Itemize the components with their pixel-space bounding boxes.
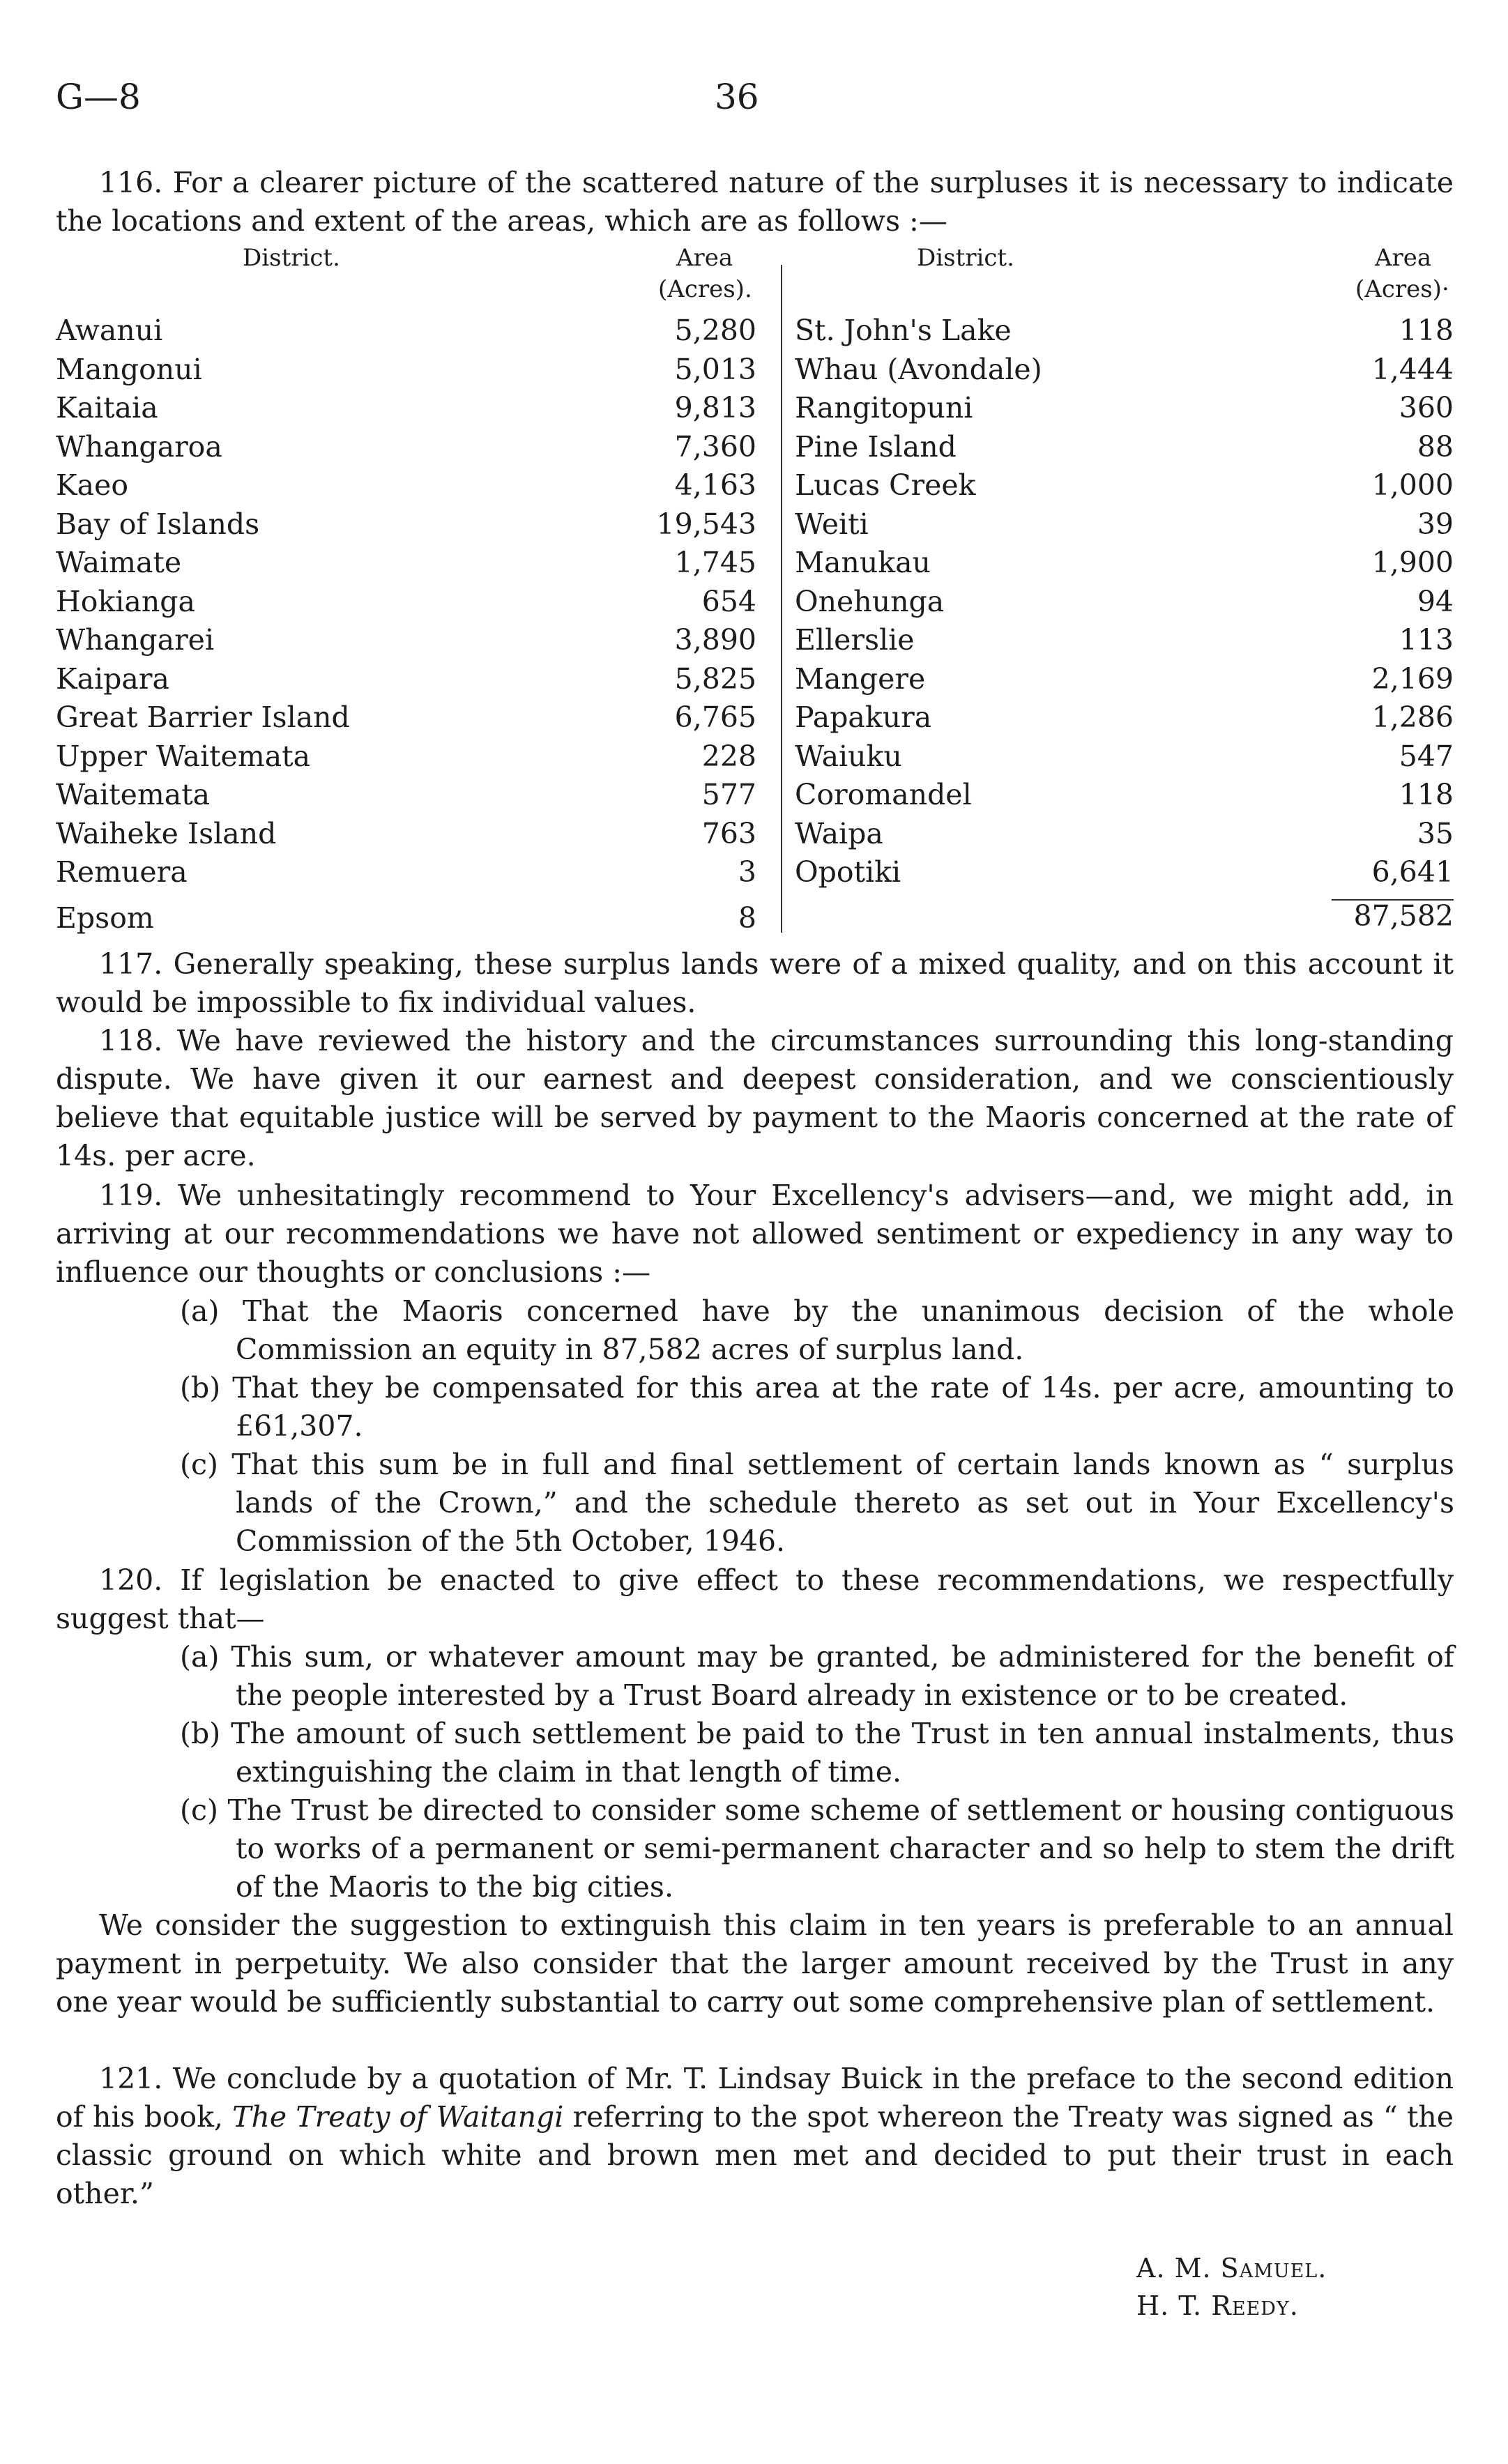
col-area-left-1: Area — [676, 244, 733, 272]
item-label: (a) — [180, 1640, 220, 1674]
district-name: Epsom — [56, 901, 154, 935]
district-name: Hokianga — [56, 584, 195, 618]
district-area: 1,900 — [1371, 546, 1454, 579]
table-row — [795, 738, 1454, 774]
table-row — [795, 544, 1454, 581]
district-area: 7,360 — [674, 429, 756, 464]
table-column-divider — [781, 265, 782, 933]
table-row — [795, 854, 1454, 890]
district-name: Papakura — [795, 701, 932, 734]
district-name: Coromandel — [795, 778, 972, 811]
district-name: Upper Waitemata — [56, 739, 311, 773]
paragraph-119: 119. We unhesitatingly recommend to Your Excellency's advisers—and, we might add, in arriving at our recommendations we have not allowed sentiment or expediency in any way to influence our thoughts or conclusions :— — [56, 1179, 1454, 1289]
district-name: Opotiki — [795, 855, 901, 889]
table-row — [795, 699, 1454, 735]
item-120-b — [130, 1715, 1454, 1791]
item-text: This sum, or whatever amount may be granted, be administered for the benefit of the people interested by a Trust Board already in existence or to be created. — [231, 1640, 1454, 1712]
district-area: 1,000 — [1371, 468, 1454, 502]
district-area: 118 — [1399, 314, 1454, 347]
signature-samuel: A. M. Samuel. — [1136, 2253, 1327, 2283]
district-area: 654 — [701, 584, 756, 618]
district-area: 9,813 — [674, 391, 756, 424]
district-name: Waimate — [56, 546, 182, 579]
district-name: Waitemata — [56, 778, 211, 811]
table-row — [56, 467, 756, 503]
page-number: 36 — [715, 77, 759, 117]
district-name: Remuera — [56, 855, 188, 889]
paragraph-118: 118. We have reviewed the history and the circumstances surrounding this long-standing dispute. We have given it our earnest and deepest consideration, and we conscientiously believe that equitable justice will be served by payment to the Maoris concerned at the rate of 14s. per acre. — [56, 1024, 1454, 1172]
district-name: Kaipara — [56, 661, 169, 696]
district-name: Kaitaia — [56, 391, 158, 424]
district-area: 3 — [738, 855, 756, 889]
item-text: That the Maoris concerned have by the unanimous decision of the whole Commission an equity in 87,582 acres of surplus land. — [236, 1294, 1454, 1366]
table-row — [56, 506, 756, 542]
item-text: That this sum be in full and final settlement of certain lands known as “ surplus lands of the Crown,” and the schedule thereto as set out in Your Excellency's Commission of the 5th October, 1946. — [231, 1448, 1454, 1558]
district-area: 1,286 — [1371, 701, 1454, 734]
table-row — [56, 854, 756, 890]
item-text: The amount of such settlement be paid to the Trust in ten annual instalments, thus extinguishing the claim in that length of time. — [231, 1717, 1454, 1789]
district-name: Onehunga — [795, 584, 945, 618]
district-name: Whangaroa — [56, 429, 222, 464]
item-120-a — [130, 1638, 1454, 1715]
district-name: Whau (Avondale) — [795, 352, 1042, 386]
table-row — [56, 738, 756, 774]
paragraph-116: 116. For a clearer picture of the scattered nature of the surpluses it is necessary to indicate the locations and extent of the areas, which are as follows :— — [56, 166, 1454, 238]
paragraph-120: 120. If legislation be enacted to give effect to these recommendations, we respectfully suggest that— — [56, 1563, 1454, 1635]
table-total: 87,582 — [1353, 899, 1454, 933]
item-120-c — [130, 1791, 1454, 1906]
district-area: 8 — [738, 901, 756, 935]
district-name: Bay of Islands — [56, 507, 260, 541]
item-119-a — [130, 1292, 1454, 1369]
district-area: 2,169 — [1371, 661, 1454, 696]
district-area: 1,745 — [674, 546, 756, 579]
district-area: 360 — [1399, 391, 1454, 424]
table-row — [795, 622, 1454, 658]
district-name: Mangere — [795, 661, 926, 696]
item-label: (b) — [180, 1371, 221, 1405]
table-row — [795, 467, 1454, 503]
district-name: Whangarei — [56, 623, 215, 657]
district-name: Manukau — [795, 546, 931, 579]
col-area-right-1: Area — [1375, 244, 1432, 272]
col-area-right-2: (Acres)· — [1355, 275, 1449, 303]
district-name: Waiuku — [795, 739, 902, 773]
district-name: Pine Island — [795, 429, 957, 464]
district-area: 6,765 — [674, 701, 756, 734]
district-area: 577 — [701, 778, 756, 811]
district-area: 5,825 — [674, 661, 756, 696]
table-row — [56, 776, 756, 813]
district-area: 1,444 — [1371, 352, 1454, 386]
table-row — [795, 583, 1454, 620]
table-row — [795, 776, 1454, 813]
district-area: 19,543 — [656, 507, 756, 541]
paragraph-121 — [56, 2060, 1454, 2213]
table-row — [56, 312, 756, 349]
table-row — [795, 351, 1454, 388]
district-name: Weiti — [795, 507, 869, 541]
table-row — [56, 699, 756, 735]
signature-reedy: H. T. Reedy. — [1136, 2290, 1299, 2321]
paragraph-121-lead: 121. We conclude by a quotation of Mr. T. Lindsay Buick in the preface to the second edition of his book, — [56, 2062, 1454, 2134]
district-area: 118 — [1399, 778, 1454, 811]
section-code: G—8 — [56, 77, 141, 117]
table-row — [56, 429, 756, 465]
item-label: (a) — [180, 1294, 220, 1328]
district-name: Waipa — [795, 816, 883, 850]
book-title: The Treaty of Waitangi — [232, 2100, 564, 2134]
district-name: Lucas Creek — [795, 468, 976, 502]
table-row — [56, 390, 756, 426]
table-row — [795, 312, 1454, 349]
district-name: Kaeo — [56, 468, 129, 502]
item-label: (b) — [180, 1717, 221, 1750]
district-area: 547 — [1399, 739, 1454, 773]
item-119-b — [130, 1369, 1454, 1446]
table-row — [56, 661, 756, 697]
item-text: The Trust be directed to consider some scheme of settlement or housing contiguous to works of a permanent or semi-permanent character and so help to stem the drift of the Maoris to the big cities. — [227, 1793, 1454, 1904]
table-row — [56, 816, 756, 852]
item-label: (c) — [180, 1793, 218, 1827]
item-119-c — [130, 1446, 1454, 1561]
table-row — [795, 429, 1454, 465]
district-area: 763 — [701, 816, 756, 850]
paragraph-121-tail: referring to the spot whereon the Treaty was signed as “ the classic ground on which white and brown men met and decided to put their trust in each other.” — [56, 2100, 1454, 2210]
district-area: 4,163 — [674, 468, 756, 502]
district-area: 35 — [1417, 816, 1454, 850]
district-area: 113 — [1399, 623, 1454, 657]
district-area: 228 — [701, 739, 756, 773]
table-row — [56, 583, 756, 620]
table-row — [795, 390, 1454, 426]
district-area: 5,280 — [674, 314, 756, 347]
table-row — [56, 351, 756, 388]
district-area: 6,641 — [1371, 855, 1454, 889]
col-area-left-2: (Acres). — [658, 275, 752, 303]
table-row — [56, 622, 756, 658]
district-area: 3,890 — [674, 623, 756, 657]
table-total-row — [1046, 898, 1454, 934]
paragraph-117: 117. Generally speaking, these surplus lands were of a mixed quality, and on this account it would be impossible to fix individual values. — [56, 947, 1454, 1019]
col-district-left: District. — [243, 244, 340, 272]
paragraph-consider: We consider the suggestion to extinguish this claim in ten years is preferable to an annual payment in perpetuity. We also consider that the larger amount received by the Trust in any one year would be sufficiently substantial to carry out some comprehensive plan of settlement. — [56, 1908, 1454, 2019]
district-name: Awanui — [56, 314, 163, 347]
district-area: 88 — [1417, 429, 1454, 464]
district-name: Rangitopuni — [795, 391, 973, 424]
table-row — [795, 506, 1454, 542]
district-name: Ellerslie — [795, 623, 915, 657]
district-name: Mangonui — [56, 352, 202, 386]
table-row — [56, 900, 756, 936]
district-name: Waiheke Island — [56, 816, 277, 850]
district-area: 39 — [1417, 507, 1454, 541]
district-area: 5,013 — [674, 352, 756, 386]
district-area: 94 — [1417, 584, 1454, 618]
table-row — [795, 816, 1454, 852]
table-row — [795, 661, 1454, 697]
col-district-right: District. — [917, 244, 1014, 272]
item-text: That they be compensated for this area at the rate of 14s. per acre, amounting to £61,307. — [232, 1371, 1454, 1443]
district-name: Great Barrier Island — [56, 701, 350, 734]
item-label: (c) — [180, 1448, 218, 1481]
district-name: St. John's Lake — [795, 314, 1012, 347]
table-row — [56, 544, 756, 581]
